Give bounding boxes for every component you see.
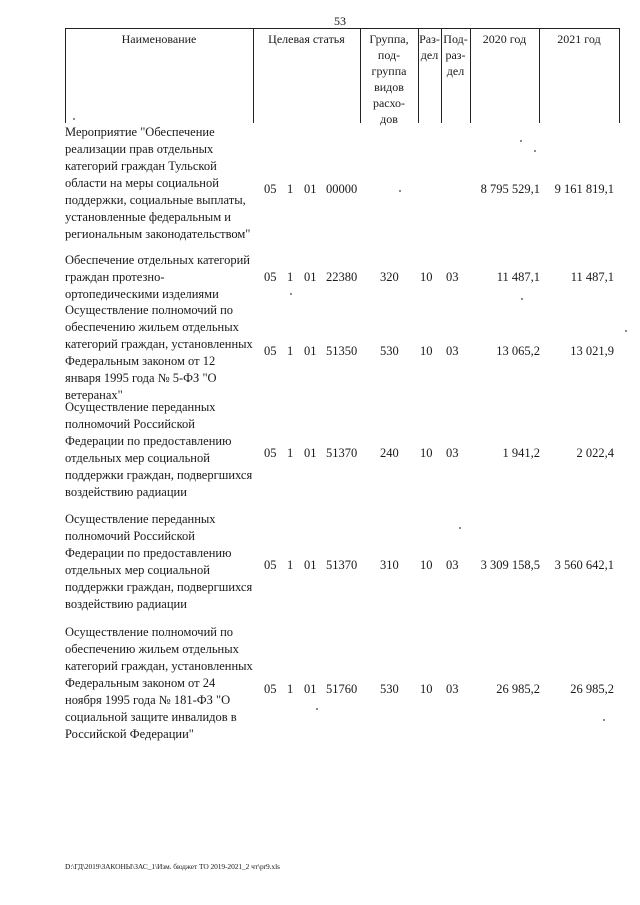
- scan-speck: [520, 140, 522, 142]
- scan-speck: [316, 708, 318, 710]
- header-top-border: [65, 28, 620, 29]
- expense-group: 310: [380, 558, 399, 572]
- row-name: Осуществление полномочий по обеспечению жильем отдельных категорий граждан, установленных Федеральным законом от 24 ноября 1995 года № 181-ФЗ "О социальной защите инвалидов в Российской Федерации": [65, 625, 253, 741]
- target-code-event: 01: [304, 446, 317, 460]
- row-name: Осуществление переданных полномочий Российской Федерации по предоставлению отдельных мер социальной поддержки граждан, подвергшихся воздействию радиации: [65, 400, 253, 499]
- target-code-event: 01: [304, 558, 317, 572]
- header-2020: 2020 год: [482, 32, 527, 46]
- row-name: Осуществление полномочий по обеспечению жильем отдельных категорий граждан, установленных Федеральным законом от 12 января 1995 года № 5-ФЗ "О ветеранах": [65, 303, 253, 402]
- expense-group: 530: [380, 682, 399, 696]
- target-code-program: 05: [264, 182, 277, 196]
- section: 10: [420, 558, 433, 572]
- header-target-article: Целевая статья: [268, 32, 345, 46]
- header-name: Наименование: [121, 32, 197, 46]
- target-code-event: 01: [304, 270, 317, 284]
- target-code-program: 05: [264, 446, 277, 460]
- amount-2021: 9 161 819,1: [554, 182, 614, 196]
- scan-speck: [290, 293, 292, 295]
- target-code-direction: 22380: [326, 270, 358, 284]
- target-code-direction: 00000: [326, 182, 358, 196]
- subsection: 03: [446, 682, 459, 696]
- target-code-subprogram: 1: [287, 270, 294, 284]
- file-path-footer: D:\ГД\2019\ЗАКОНЫ\ЗАС_1\Изм. бюджет ТО 2019-2021_2 чт\pr9.xls: [65, 862, 280, 871]
- scan-speck: [603, 719, 605, 721]
- amount-2020: 13 065,2: [496, 344, 540, 358]
- target-code-event: 01: [304, 182, 317, 196]
- scan-speck: [521, 298, 523, 300]
- target-code-program: 05: [264, 682, 277, 696]
- target-code-program: 05: [264, 558, 277, 572]
- target-code-event: 01: [304, 682, 317, 696]
- section: 10: [420, 344, 433, 358]
- target-code-subprogram: 1: [287, 182, 294, 196]
- amount-2020: 26 985,2: [496, 682, 540, 696]
- target-code-direction: 51370: [326, 446, 358, 460]
- amount-2020: 8 795 529,1: [480, 182, 540, 196]
- amount-2021: 13 021,9: [570, 344, 614, 358]
- expense-group: 530: [380, 344, 399, 358]
- amount-2021: 11 487,1: [570, 270, 614, 284]
- header-2021: 2021 год: [557, 32, 601, 46]
- amount-2020: 11 487,1: [496, 270, 540, 284]
- amount-2021: 2 022,4: [576, 446, 614, 460]
- target-code-direction: 51350: [326, 344, 358, 358]
- target-code-subprogram: 1: [287, 344, 294, 358]
- section: 10: [420, 682, 433, 696]
- header-expense-group: Группа, под- группа видов расхо- дов: [369, 32, 409, 126]
- target-code-subprogram: 1: [287, 682, 294, 696]
- amount-2021: 3 560 642,1: [554, 558, 614, 572]
- target-code-direction: 51760: [326, 682, 358, 696]
- page-number: 53: [334, 14, 346, 28]
- amount-2020: 3 309 158,5: [480, 558, 540, 572]
- target-code-subprogram: 1: [287, 446, 294, 460]
- expense-group: 320: [380, 270, 399, 284]
- amount-2020: 1 941,2: [502, 446, 540, 460]
- target-code-event: 01: [304, 344, 317, 358]
- target-code-direction: 51370: [326, 558, 358, 572]
- row-name: Обеспечение отдельных категорий граждан протезно- ортопедическими изделиями: [65, 253, 250, 301]
- amount-2021: 26 985,2: [570, 682, 614, 696]
- target-code-program: 05: [264, 270, 277, 284]
- subsection: 03: [446, 270, 459, 284]
- scan-speck: [73, 118, 75, 120]
- scan-speck: [459, 527, 461, 529]
- target-code-program: 05: [264, 344, 277, 358]
- scan-speck: [534, 150, 536, 152]
- scan-speck: [399, 190, 401, 192]
- scan-speck: [625, 330, 627, 332]
- row-name: Мероприятие "Обеспечение реализации прав отдельных категорий граждан Тульской области на меры социальной поддержки, социальные выплаты, установленные федеральным и региональным законодательством": [65, 125, 251, 241]
- table-header: [65, 28, 620, 126]
- header-subsection: Под- раз- дел: [443, 32, 468, 78]
- subsection: 03: [446, 344, 459, 358]
- target-code-subprogram: 1: [287, 558, 294, 572]
- header-border-right: [619, 28, 620, 123]
- header-section: Раз- дел: [419, 32, 440, 62]
- expense-group: 240: [380, 446, 399, 460]
- section: 10: [420, 446, 433, 460]
- section: 10: [420, 270, 433, 284]
- row-name: Осуществление переданных полномочий Российской Федерации по предоставлению отдельных мер социальной поддержки граждан, подвергшихся воздействию радиации: [65, 512, 253, 611]
- subsection: 03: [446, 558, 459, 572]
- subsection: 03: [446, 446, 459, 460]
